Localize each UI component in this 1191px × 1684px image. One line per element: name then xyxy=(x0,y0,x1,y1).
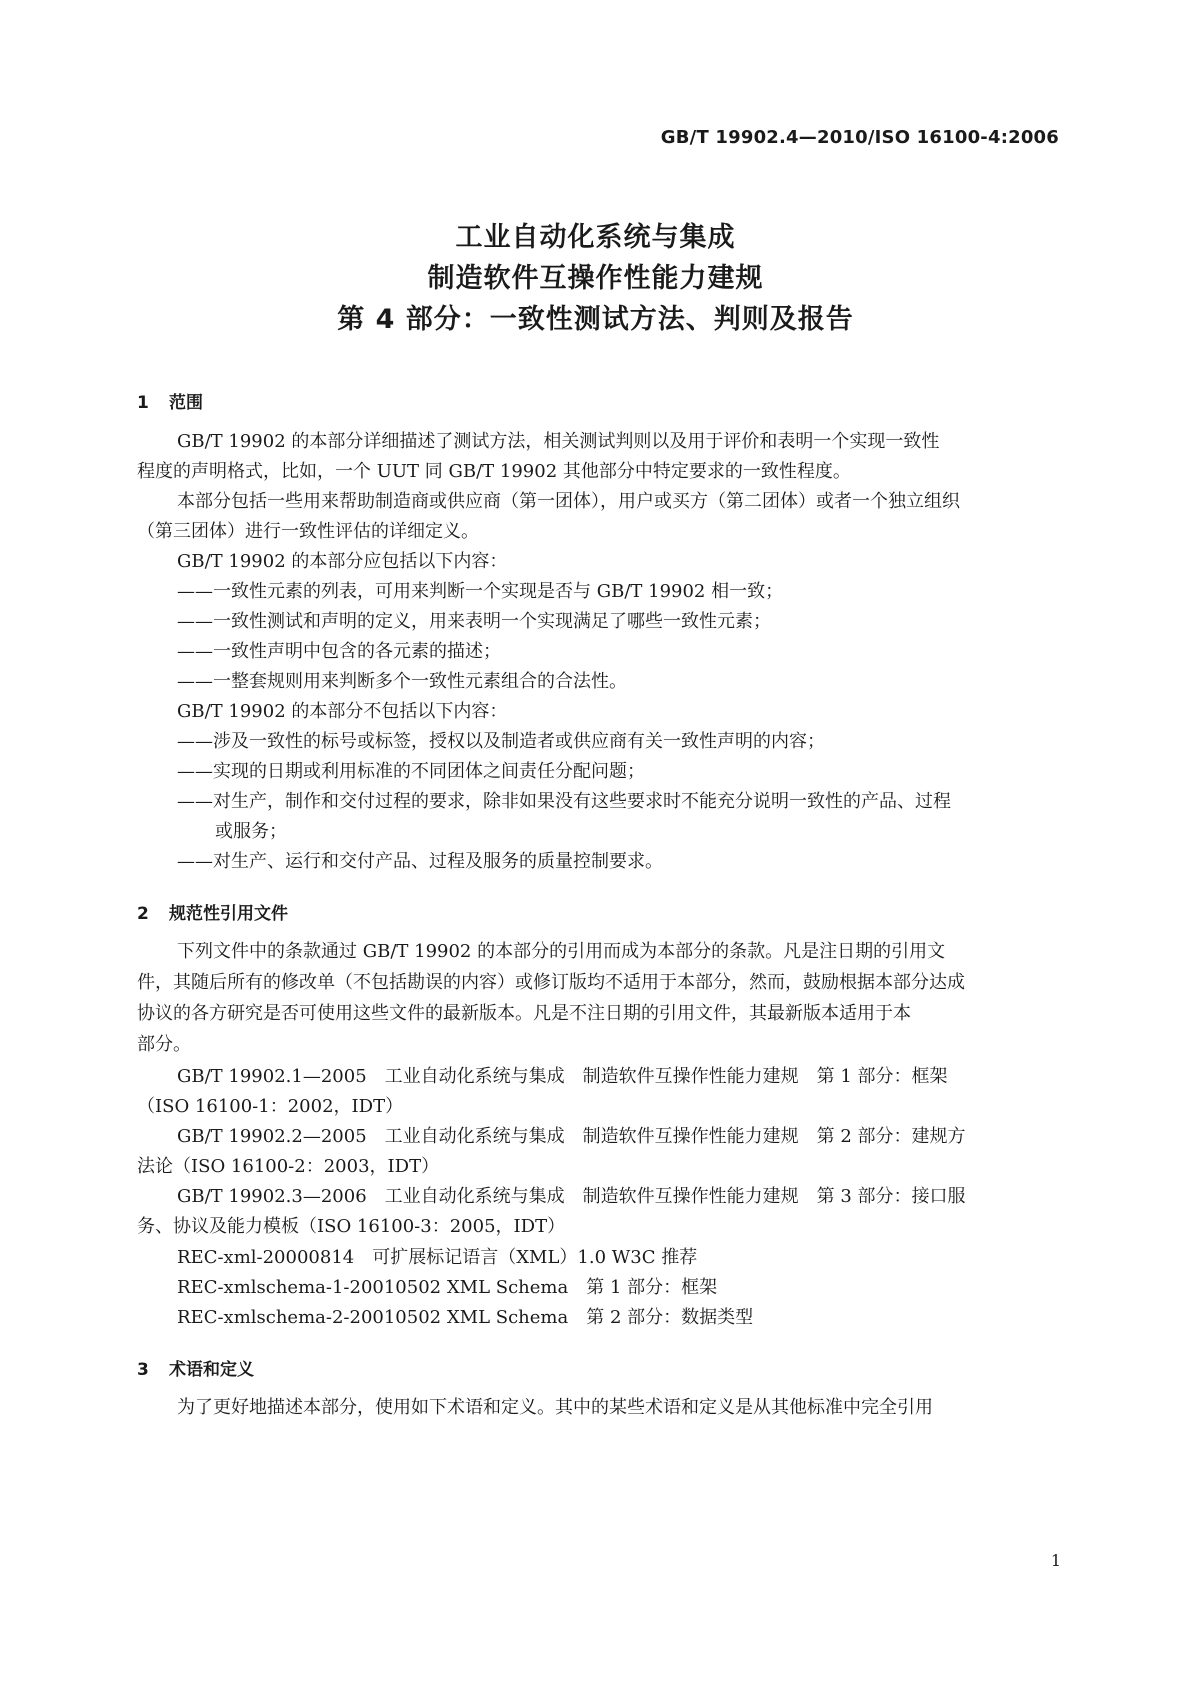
reference-line: REC-xml-20000814 可扩展标记语言（XML）1.0 W3C 推荐 xyxy=(177,1247,698,1268)
list-item: ——一致性元素的列表，可用来判断一个实现是否与 GB/T 19902 相一致； xyxy=(177,581,784,602)
reference-line: GB/T 19902.2—2005 工业自动化系统与集成 制造软件互操作性能力建规 第 2 部分：建规方 xyxy=(177,1126,966,1147)
reference-line: 法论（ISO 16100-2：2003，IDT） xyxy=(137,1156,440,1177)
reference-line: GB/T 19902.1—2005 工业自动化系统与集成 制造软件互操作性能力建规 第 1 部分：框架 xyxy=(177,1066,948,1087)
section-1-heading xyxy=(137,388,203,413)
section-title: 范围 xyxy=(169,393,203,413)
paragraph-line: 件，其随后所有的修改单（不包括勘误的内容）或修订版均不适用于本部分，然而，鼓励根据本部分达成 xyxy=(137,972,965,993)
list-item: ——涉及一致性的标号或标签，授权以及制造者或供应商有关一致性声明的内容； xyxy=(177,731,825,752)
paragraph-line: 为了更好地描述本部分，使用如下术语和定义。其中的某些术语和定义是从其他标准中完全引用 xyxy=(177,1397,933,1418)
list-item: ——实现的日期或利用标准的不同团体之间责任分配问题； xyxy=(177,761,645,782)
paragraph-line: 部分。 xyxy=(137,1034,191,1055)
reference-line: （ISO 16100-1：2002，IDT） xyxy=(137,1096,404,1117)
section-number: 2 xyxy=(137,904,149,924)
paragraph-line: （第三团体）进行一致性评估的详细定义。 xyxy=(137,521,479,542)
title-line-3: 第 4 部分：一致性测试方法、判则及报告 xyxy=(337,304,854,335)
reference-line: REC-xmlschema-2-20010502 XML Schema 第 2 部分：数据类型 xyxy=(177,1307,754,1328)
list-item: ——一致性声明中包含的各元素的描述； xyxy=(177,641,501,662)
section-number: 1 xyxy=(137,393,149,413)
paragraph-line: 协议的各方研究是否可使用这些文件的最新版本。凡是不注日期的引用文件，其最新版本适用于本 xyxy=(137,1003,911,1024)
paragraph-line: GB/T 19902 的本部分不包括以下内容： xyxy=(177,701,508,722)
standard-code: GB/T 19902.4—2010/ISO 16100-4:2006 xyxy=(660,127,1059,148)
page-number: 1 xyxy=(1050,1551,1061,1570)
title-line-2: 制造软件互操作性能力建规 xyxy=(427,263,764,294)
paragraph-line: 下列文件中的条款通过 GB/T 19902 的本部分的引用而成为本部分的条款。凡是注日期的引用文 xyxy=(177,941,946,962)
list-item: ——对生产、运行和交付产品、过程及服务的质量控制要求。 xyxy=(177,851,663,872)
section-2-heading xyxy=(137,899,288,924)
title-line-1: 工业自动化系统与集成 xyxy=(455,222,736,253)
reference-line: GB/T 19902.3—2006 工业自动化系统与集成 制造软件互操作性能力建规 第 3 部分：接口服 xyxy=(177,1186,966,1207)
list-item: ——一整套规则用来判断多个一致性元素组合的合法性。 xyxy=(177,671,627,692)
section-title: 规范性引用文件 xyxy=(169,904,288,924)
section-number: 3 xyxy=(137,1360,149,1380)
reference-line: REC-xmlschema-1-20010502 XML Schema 第 1 部分：框架 xyxy=(177,1277,718,1298)
reference-line: 务、协议及能力模板（ISO 16100-3：2005，IDT） xyxy=(137,1216,566,1237)
list-item: ——一致性测试和声明的定义，用来表明一个实现满足了哪些一致性元素； xyxy=(177,611,771,632)
paragraph-line: GB/T 19902 的本部分详细描述了测试方法，相关测试判则以及用于评价和表明一个实现一致性 xyxy=(177,431,940,452)
paragraph-line: 本部分包括一些用来帮助制造商或供应商（第一团体），用户或买方（第二团体）或者一个独立组织 xyxy=(177,491,960,512)
paragraph-line: 程度的声明格式，比如，一个 UUT 同 GB/T 19902 其他部分中特定要求的一致性程度。 xyxy=(137,461,851,482)
list-item: ——对生产，制作和交付过程的要求，除非如果没有这些要求时不能充分说明一致性的产品、过程 xyxy=(177,791,951,812)
section-title: 术语和定义 xyxy=(169,1360,254,1380)
section-3-heading xyxy=(137,1355,254,1380)
paragraph-line: GB/T 19902 的本部分应包括以下内容： xyxy=(177,551,508,572)
list-item-continuation: 或服务； xyxy=(215,821,287,842)
